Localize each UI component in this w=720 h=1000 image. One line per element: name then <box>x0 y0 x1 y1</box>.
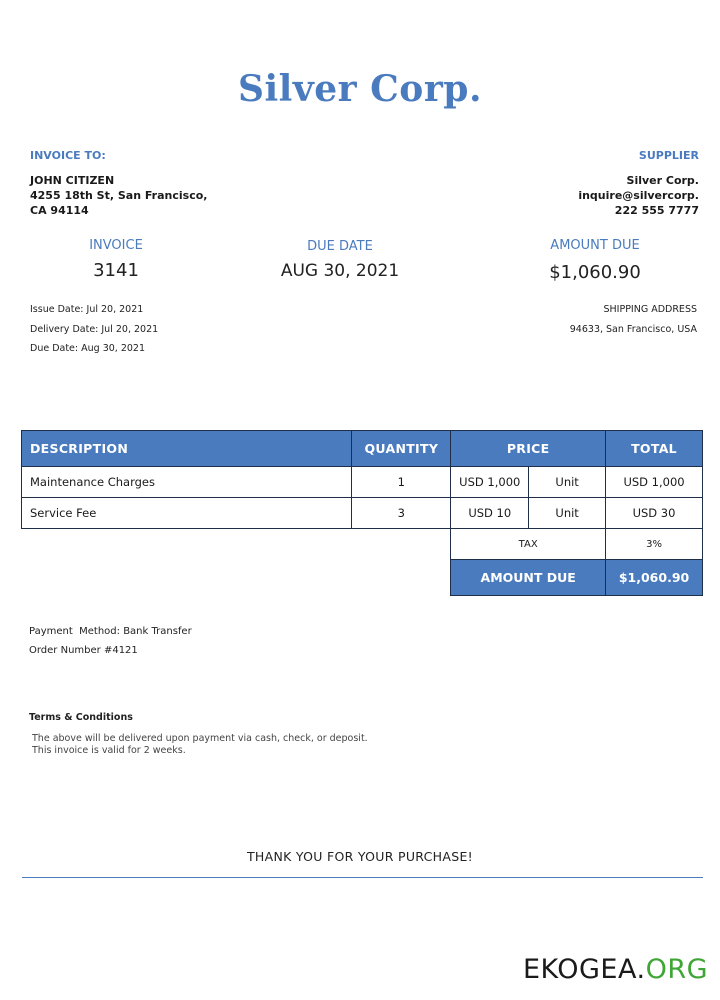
terms-heading: Terms & Conditions <box>29 712 133 723</box>
amount-due-label: AMOUNT DUE <box>550 238 640 253</box>
tax-label: TAX <box>451 529 606 560</box>
tax-value: 3% <box>606 529 703 560</box>
terms-line1: The above will be delivered upon payment via cash, check, or deposit. <box>32 733 368 744</box>
amount-due-value: $1,060.90 <box>549 262 641 283</box>
row-price: USD 10 <box>451 498 529 529</box>
row-total: USD 30 <box>606 498 703 529</box>
invoice-to-label: INVOICE TO: <box>30 149 106 162</box>
dates-block <box>30 300 158 359</box>
bill-to-block <box>30 173 207 218</box>
supplier-name: Silver Corp. <box>626 174 699 187</box>
bill-to-name: JOHN CITIZEN <box>30 174 115 187</box>
row-description: Service Fee <box>22 498 352 529</box>
delivery-date: Delivery Date: Jul 20, 2021 <box>30 323 159 335</box>
payment-method: Payment Method: Bank Transfer <box>29 626 192 637</box>
watermark-part1: EKOGEA. <box>522 954 646 985</box>
row-unit: Unit <box>529 467 606 498</box>
row-unit: Unit <box>529 498 606 529</box>
payment-block <box>29 622 192 660</box>
supplier-label: SUPPLIER <box>638 149 699 162</box>
header-total: TOTAL <box>606 431 703 467</box>
header-quantity: QUANTITY <box>352 431 451 467</box>
header-description: DESCRIPTION <box>22 431 352 467</box>
thank-you-message: THANK YOU FOR YOUR PURCHASE! <box>247 849 473 864</box>
due-date-line: Due Date: Aug 30, 2021 <box>30 343 146 354</box>
shipping-block <box>570 300 697 339</box>
row-price: USD 1,000 <box>451 467 529 498</box>
tax-row <box>22 529 703 560</box>
header-price: PRICE <box>451 431 606 467</box>
table-header-row <box>22 431 703 467</box>
company-title: Silver Corp. <box>237 68 482 110</box>
bill-to-address-line1: 4255 18th St, San Francisco, <box>30 189 208 202</box>
row-total: USD 1,000 <box>606 467 703 498</box>
watermark-part2: ORG <box>645 954 708 985</box>
bill-to-address-line2: CA 94114 <box>30 204 89 217</box>
line-items-table <box>21 430 703 596</box>
due-date-label: DUE DATE <box>307 239 373 254</box>
total-amount-due-value: $1,060.90 <box>606 560 703 596</box>
amount-due-row <box>22 560 703 596</box>
row-description: Maintenance Charges <box>22 467 352 498</box>
supplier-phone: 222 555 7777 <box>614 204 699 217</box>
supplier-block <box>578 173 699 218</box>
invoice-number: 3141 <box>93 260 139 281</box>
shipping-address: 94633, San Francisco, USA <box>569 323 697 335</box>
row-quantity: 3 <box>352 498 451 529</box>
watermark-logo <box>523 954 708 985</box>
row-quantity: 1 <box>352 467 451 498</box>
table-row <box>22 467 703 498</box>
invoice-number-label: INVOICE <box>89 238 143 253</box>
supplier-email: inquire@silvercorp. <box>578 189 699 202</box>
issue-date: Issue Date: Jul 20, 2021 <box>30 304 144 315</box>
order-number: Order Number #4121 <box>29 645 138 656</box>
terms-text <box>32 733 368 757</box>
terms-line2: This invoice is valid for 2 weeks. <box>32 745 186 756</box>
due-date-value: AUG 30, 2021 <box>280 261 400 281</box>
shipping-label: SHIPPING ADDRESS <box>603 304 697 315</box>
footer-divider <box>22 877 703 878</box>
table-row <box>22 498 703 529</box>
total-amount-due-label: AMOUNT DUE <box>451 560 606 596</box>
